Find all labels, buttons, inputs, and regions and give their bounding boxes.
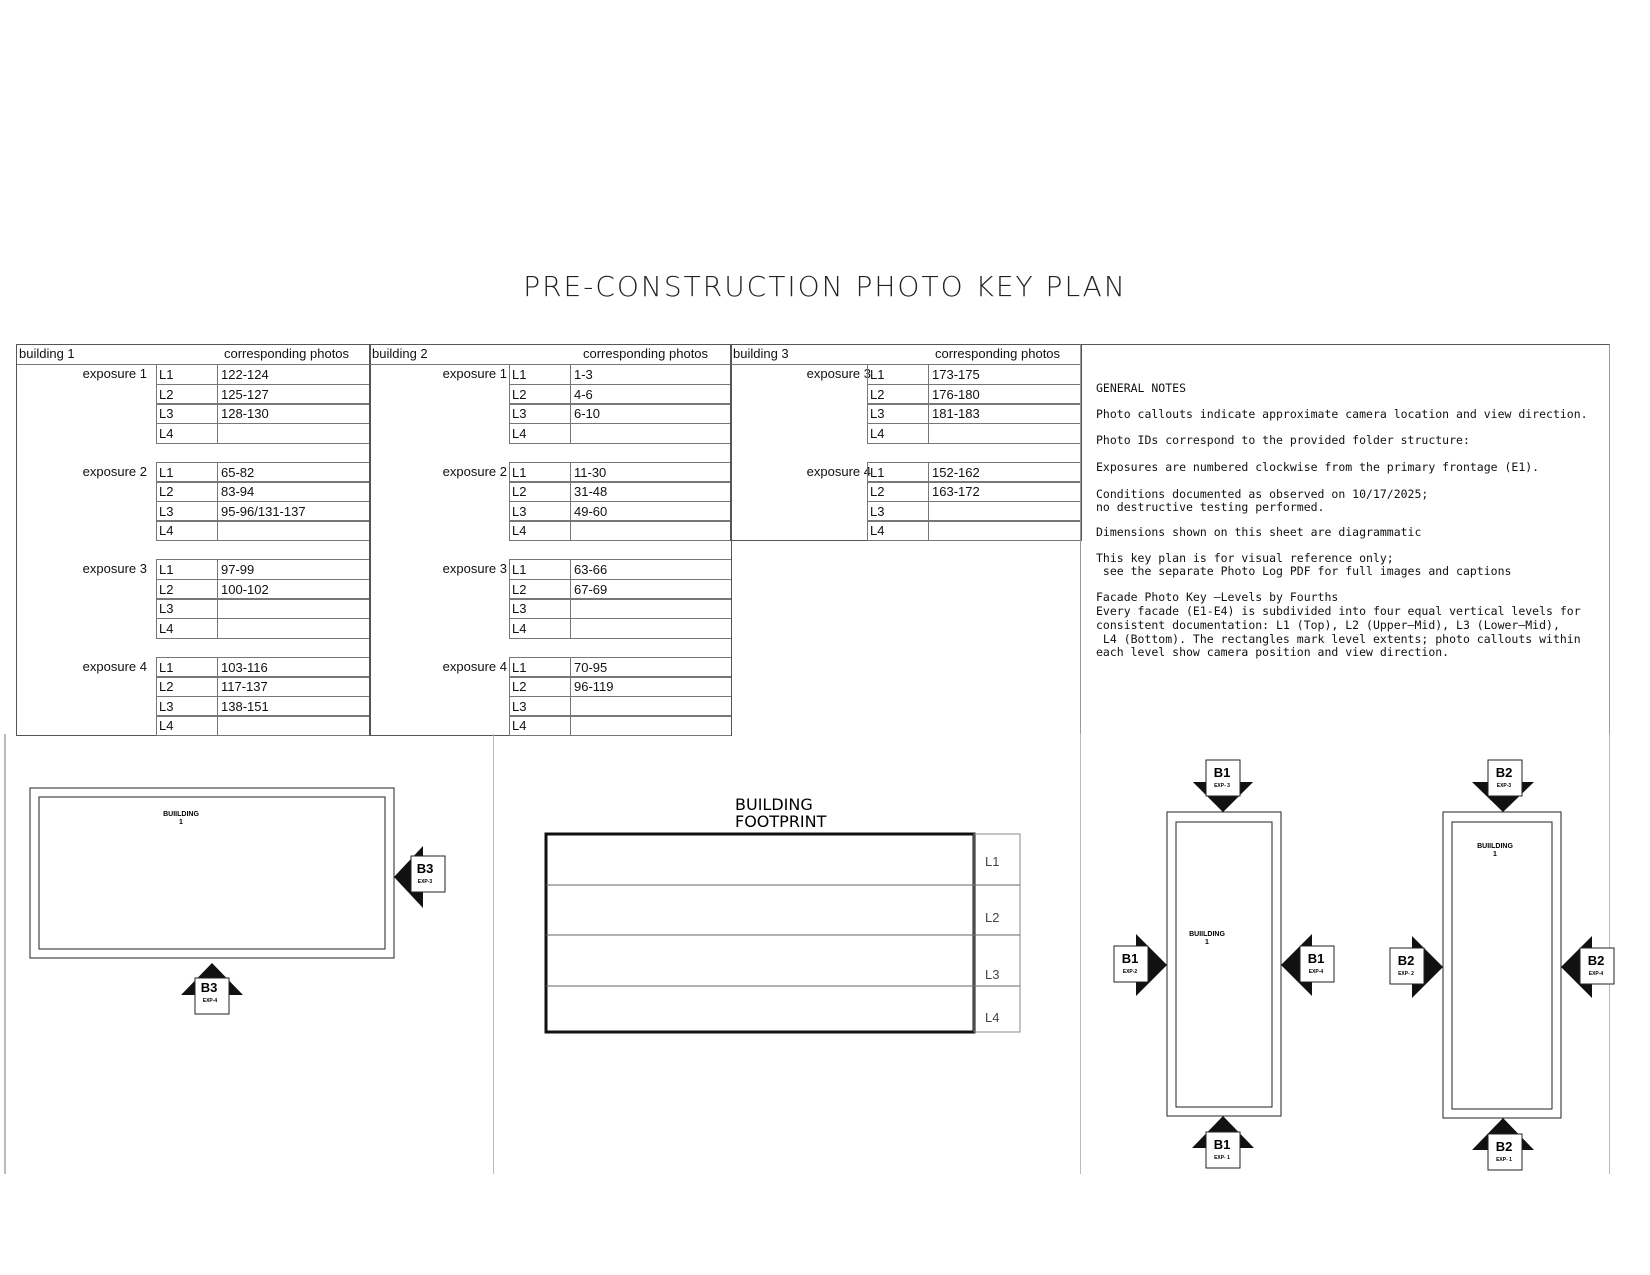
callout-b3-exp3 bbox=[394, 846, 445, 908]
level-cell: L4 bbox=[156, 619, 218, 638]
callout-b1-exp1 bbox=[1192, 1116, 1254, 1168]
level-cell: L1 bbox=[156, 658, 218, 677]
callout-code: B2 bbox=[1397, 953, 1415, 968]
notes-heading: GENERAL NOTES bbox=[1096, 381, 1187, 395]
level-cell: L4 bbox=[867, 424, 929, 443]
callout-exp: EXP-4 bbox=[202, 998, 218, 1004]
photos-cell: 70-95 bbox=[574, 659, 608, 675]
photos-cell: 4-6 bbox=[574, 386, 593, 402]
exposure-label: exposure 1 bbox=[82, 366, 147, 381]
photos-cell: 181-183 bbox=[932, 406, 980, 421]
level-cell: L2 bbox=[156, 385, 218, 404]
callout-code: B2 bbox=[1587, 953, 1605, 968]
photos-cell: 138-151 bbox=[221, 698, 269, 714]
note-line: This key plan is for visual reference only; bbox=[1096, 551, 1394, 565]
level-cell: L3 bbox=[509, 697, 571, 716]
level-cell: L2 bbox=[867, 482, 929, 501]
callout-code: B3 bbox=[416, 861, 434, 876]
level-label: L3 bbox=[985, 967, 1000, 982]
callout-b1-exp4 bbox=[1281, 934, 1334, 996]
callout-code: B2 bbox=[1495, 765, 1513, 780]
level-cell: L2 bbox=[509, 482, 571, 501]
photos-cell: 83-94 bbox=[221, 484, 255, 499]
photos-cell: 96-119 bbox=[574, 679, 614, 694]
callout-code: B1 bbox=[1213, 1137, 1231, 1152]
level-cell: L1 bbox=[509, 365, 571, 384]
photos-cell: 173-175 bbox=[932, 367, 980, 382]
column-header: corresponding photos bbox=[935, 346, 1061, 361]
level-cell: L1 bbox=[867, 365, 929, 384]
level-cell: L1 bbox=[509, 560, 571, 579]
level-cell: L4 bbox=[509, 619, 571, 638]
photos-cell: 6-10 bbox=[574, 406, 601, 421]
building-name: building 3 bbox=[733, 346, 789, 361]
exposure-label: exposure 3 bbox=[82, 561, 147, 576]
level-cell: L2 bbox=[509, 385, 571, 404]
photos-cell: 95-96/131-137 bbox=[221, 503, 306, 519]
note-line: see the separate Photo Log PDF for full images and captions bbox=[1096, 564, 1512, 578]
callout-exp: EXP- 2 bbox=[1398, 971, 1414, 977]
level-cell: L1 bbox=[156, 463, 218, 482]
note-line: Dimensions shown on this sheet are diagrammatic bbox=[1096, 525, 1422, 539]
callout-b1-exp3 bbox=[1193, 760, 1253, 812]
callout-b2-exp3 bbox=[1472, 760, 1534, 812]
callout-code: B1 bbox=[1307, 951, 1325, 966]
note-line: each level show camera position and view direction. bbox=[1096, 645, 1450, 659]
exposure-label: exposure 4 bbox=[806, 463, 871, 479]
level-cell: L1 bbox=[156, 560, 218, 579]
level-cell: L3 bbox=[509, 404, 571, 423]
callout-exp: EXP-4 bbox=[1308, 969, 1324, 975]
photos-cell: 125-127 bbox=[221, 386, 269, 402]
note-line: Conditions documented as observed on 10/17/2025; bbox=[1096, 487, 1429, 501]
callout-code: B1 bbox=[1121, 951, 1139, 966]
note-line: Photo callouts indicate approximate camera location and view direction. bbox=[1096, 407, 1588, 421]
photos-cell: 103-116 bbox=[221, 659, 268, 675]
level-cell: L3 bbox=[509, 599, 571, 618]
photos-cell: 11-30 bbox=[574, 464, 607, 480]
exposure-label: exposure 2 bbox=[82, 463, 147, 479]
callout-b2-exp2 bbox=[1390, 936, 1443, 998]
photos-cell: 117-137 bbox=[221, 679, 268, 694]
level-cell: L4 bbox=[156, 424, 218, 443]
photos-cell: 97-99 bbox=[221, 562, 255, 577]
photos-cell: 65-82 bbox=[221, 464, 255, 480]
photos-cell: 63-66 bbox=[574, 562, 608, 577]
level-cell: L2 bbox=[156, 677, 218, 696]
level-cell: L3 bbox=[156, 502, 218, 521]
level-cell: L2 bbox=[867, 385, 929, 404]
note-line: Photo IDs correspond to the provided folder structure: bbox=[1096, 433, 1470, 447]
level-cell: L3 bbox=[156, 697, 218, 716]
photos-cell: 49-60 bbox=[574, 503, 608, 519]
exposure-label: exposure 2 bbox=[442, 463, 507, 479]
callout-exp: EXP-4 bbox=[1588, 971, 1604, 977]
level-cell: L4 bbox=[509, 521, 571, 540]
level-cell: L2 bbox=[509, 677, 571, 696]
callout-exp: EXP-2 bbox=[1122, 969, 1138, 975]
level-cell: L4 bbox=[867, 521, 929, 540]
building-num: 1 bbox=[179, 819, 183, 826]
building-label: BUIILDING bbox=[1189, 931, 1225, 938]
callout-code: B3 bbox=[200, 980, 218, 995]
photos-cell: 67-69 bbox=[574, 581, 608, 597]
photos-cell: 100-102 bbox=[221, 581, 269, 597]
level-cell: L2 bbox=[509, 580, 571, 599]
exposure-label: exposure 3 bbox=[806, 366, 871, 381]
level-cell: L4 bbox=[156, 716, 218, 735]
level-cell: L3 bbox=[867, 404, 929, 423]
note-line: L4 (Bottom). The rectangles mark level extents; photo callouts within bbox=[1096, 632, 1581, 646]
building-1-plan-vertical-b1 bbox=[1167, 812, 1281, 1116]
callout-code: B2 bbox=[1495, 1139, 1513, 1154]
callout-b2-exp4 bbox=[1561, 936, 1614, 998]
note-line: Exposures are numbered clockwise from the primary frontage (E1). bbox=[1096, 460, 1540, 474]
level-cell: L2 bbox=[156, 482, 218, 501]
note-line: Facade Photo Key –Levels by Fourths bbox=[1096, 590, 1339, 604]
level-label: L1 bbox=[985, 854, 1000, 869]
level-cell: L3 bbox=[156, 599, 218, 618]
callout-b2-exp1 bbox=[1472, 1118, 1534, 1170]
callout-exp: EXP-3 bbox=[417, 879, 433, 885]
callout-code: B1 bbox=[1213, 765, 1231, 780]
callout-exp: EXP- 1 bbox=[1496, 1157, 1512, 1163]
exposure-label: exposure 4 bbox=[82, 658, 147, 674]
level-cell: L3 bbox=[867, 502, 929, 521]
column-header: corresponding photos bbox=[224, 346, 350, 361]
callout-exp: EXP- 1 bbox=[1214, 1155, 1230, 1161]
photos-cell: 31-48 bbox=[574, 484, 608, 499]
building-1-plan-horizontal bbox=[30, 788, 394, 958]
note-line: Every facade (E1-E4) is subdivided into four equal vertical levels for bbox=[1096, 604, 1581, 618]
building-label: BUIILDING bbox=[1477, 843, 1513, 850]
building-label: BUIILDING bbox=[163, 811, 199, 818]
photos-cell: 1-3 bbox=[574, 367, 593, 382]
exposure-label: exposure 1 bbox=[442, 366, 507, 381]
photos-cell: 152-162 bbox=[932, 464, 980, 480]
column-header: corresponding photos bbox=[583, 346, 709, 361]
callout-exp: EXP- 3 bbox=[1214, 783, 1230, 789]
building-name: building 2 bbox=[372, 346, 428, 361]
photos-cell: 128-130 bbox=[221, 406, 269, 421]
footprint-title: FOOTPRINT bbox=[735, 812, 827, 831]
level-cell: L3 bbox=[156, 404, 218, 423]
building-num: 1 bbox=[1205, 939, 1209, 946]
level-cell: L2 bbox=[156, 580, 218, 599]
level-cell: L3 bbox=[509, 502, 571, 521]
exposure-label: exposure 4 bbox=[442, 658, 507, 674]
callout-exp: EXP-3 bbox=[1496, 783, 1512, 789]
level-cell: L1 bbox=[867, 463, 929, 482]
footprint-title: BUILDING bbox=[735, 795, 813, 814]
exposure-label: exposure 3 bbox=[442, 561, 507, 576]
level-cell: L1 bbox=[509, 463, 571, 482]
level-cell: L4 bbox=[509, 424, 571, 443]
note-line: consistent documentation: L1 (Top), L2 (Upper–Mid), L3 (Lower–Mid), bbox=[1096, 618, 1560, 632]
building-num: 1 bbox=[1493, 851, 1497, 858]
level-cell: L1 bbox=[509, 658, 571, 677]
callout-b1-exp2 bbox=[1114, 934, 1167, 996]
building-name: building 1 bbox=[19, 346, 75, 361]
level-label: L2 bbox=[985, 910, 1000, 925]
building-footprint bbox=[546, 795, 1020, 1032]
photos-cell: 176-180 bbox=[932, 386, 980, 402]
callout-b3-exp4 bbox=[181, 963, 243, 1014]
photos-cell: 122-124 bbox=[221, 367, 269, 382]
level-cell: L4 bbox=[156, 521, 218, 540]
level-cell: L1 bbox=[156, 365, 218, 384]
level-label: L4 bbox=[985, 1010, 1000, 1025]
level-cell: L4 bbox=[509, 716, 571, 735]
note-line: no destructive testing performed. bbox=[1096, 500, 1325, 514]
photos-cell: 163-172 bbox=[932, 484, 980, 499]
sheet-title: PRE-CONSTRUCTION PHOTO KEY PLAN bbox=[523, 270, 1127, 303]
building-1-plan-vertical-b2 bbox=[1443, 812, 1561, 1118]
